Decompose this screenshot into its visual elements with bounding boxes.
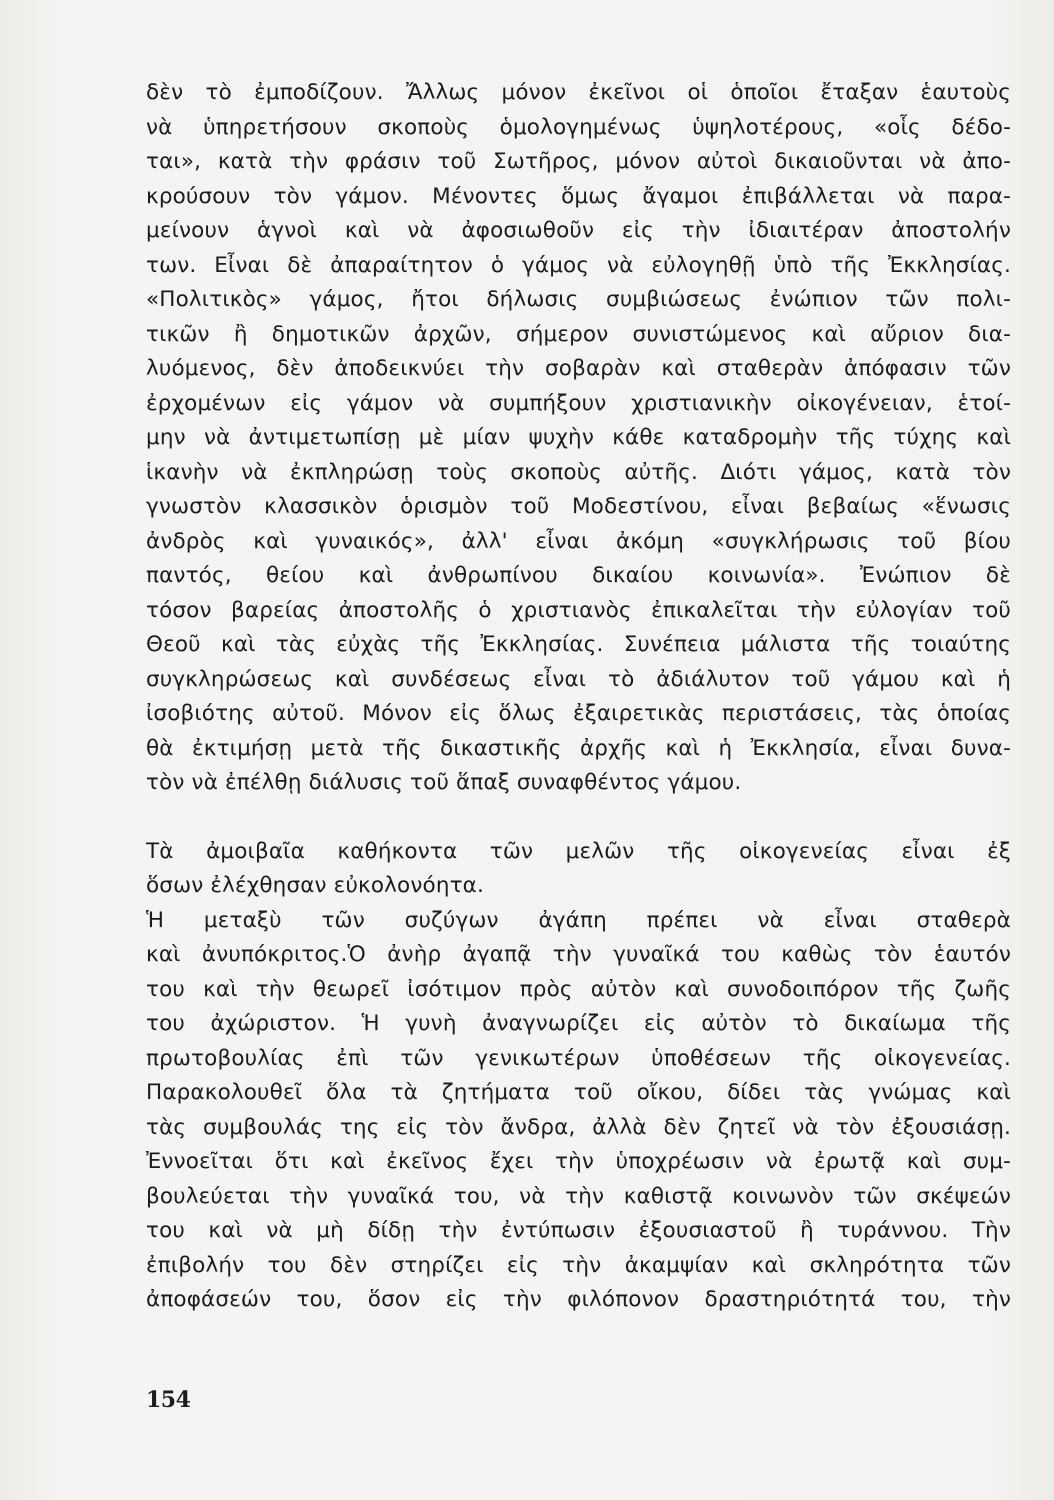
text-line: ἐρχομένων εἰς γάμον νὰ συμπήξουν χριστιανικὴν οἰκογένειαν, ἑτοί- bbox=[146, 390, 1011, 416]
text-line: ὅσων ἐλέχθησαν εὐκολονόητα. bbox=[146, 873, 484, 898]
page-body-text bbox=[146, 76, 1011, 1318]
text-line: ται», κατὰ τὴν φράσιν τοῦ Σωτῆρος, μόνον αὐτοὶ δικαιοῦνται νὰ ἀπο- bbox=[146, 149, 1011, 174]
text-line: Θεοῦ καὶ τὰς εὐχὰς τῆς Ἐκκλησίας. Συνέπεια μάλιστα τῆς τοιαύτης bbox=[146, 632, 1011, 657]
text-line: τικῶν ἢ δημοτικῶν ἀρχῶν, σήμερον συνιστώμενος καὶ αὔριον δια- bbox=[146, 321, 1011, 347]
text-line: παντός, θείου καὶ ἀνθρωπίνου δικαίου κοινωνία». Ἐνώπιον δὲ bbox=[146, 563, 1011, 588]
text-line: ἱκανὴν νὰ ἐκπληρώσῃ τοὺς σκοποὺς αὐτῆς. Διότι γάμος, κατὰ τὸν bbox=[146, 459, 1011, 485]
page-number: 154 bbox=[146, 1387, 191, 1413]
text-line: Τὰ ἀμοιβαῖα καθήκοντα τῶν μελῶν τῆς οἰκογενείας εἶναι ἐξ bbox=[146, 838, 1011, 864]
text-line: ἀνδρὸς καὶ γυναικός», ἀλλ' εἶναι ἀκόμη «συγκλήρωσις τοῦ βίου bbox=[146, 528, 1011, 554]
text-line: κρούσουν τὸν γάμον. Μένοντες ὅμως ἄγαμοι ἐπιβάλλεται νὰ παρα- bbox=[146, 183, 1011, 209]
text-line: των. Εἶναι δὲ ἀπαραίτητον ὁ γάμος νὰ εὐλογηθῇ ὑπὸ τῆς Ἐκκλησίας. bbox=[146, 252, 1011, 278]
text-line: γνωστὸν κλασσικὸν ὁρισμὸν τοῦ Μοδεστίνου, εἶναι βεβαίως «ἕνωσις bbox=[146, 494, 1011, 519]
paragraph-family-duties bbox=[146, 835, 1011, 904]
text-line: τὰς συμβουλάς της εἰς τὸν ἄνδρα, ἀλλὰ δὲν ζητεῖ νὰ τὸν ἐξουσιάσῃ. bbox=[146, 1114, 1011, 1140]
text-line: θὰ ἐκτιμήσῃ μετὰ τῆς δικαστικῆς ἀρχῆς καὶ ἡ Ἐκκλησία, εἶναι δυνα- bbox=[146, 735, 1011, 761]
text-line: Ἡ μεταξὺ τῶν συζύγων ἀγάπη πρέπει νὰ εἶναι σταθερὰ bbox=[146, 907, 1011, 933]
text-line: ἀποφάσεών του, ὅσον εἰς τὴν φιλόπονον δραστηριότητά του, τὴν bbox=[146, 1287, 1011, 1312]
text-line: του καὶ νὰ μὴ δίδῃ τὴν ἐντύπωσιν ἐξουσιαστοῦ ἢ τυράννου. Τὴν bbox=[146, 1218, 1011, 1243]
text-line: συγκληρώσεως καὶ συνδέσεως εἶναι τὸ ἀδιάλυτον τοῦ γάμου καὶ ἡ bbox=[146, 666, 1011, 692]
text-line: τὸν νὰ ἐπέλθῃ διάλυσις τοῦ ἅπαξ συναφθέντος γάμου. bbox=[146, 770, 742, 795]
text-line: του ἀχώριστον. Ἡ γυνὴ ἀναγνωρίζει εἰς αὐτὸν τὸ δικαίωμα τῆς bbox=[146, 1011, 1011, 1036]
text-line: λυόμενος, δὲν ἀποδεικνύει τὴν σοβαρὰν καὶ σταθερὰν ἀπόφασιν τῶν bbox=[146, 356, 1011, 381]
text-line: δὲν τὸ ἐμποδίζουν. Ἄλλως μόνον ἐκεῖνοι οἱ ὁποῖοι ἔταξαν ἑαυτοὺς bbox=[146, 80, 1011, 105]
text-line: ἐπιβολήν του δὲν στηρίζει εἰς τὴν ἀκαμψίαν καὶ σκληρότητα τῶν bbox=[146, 1252, 1011, 1278]
text-line: μην νὰ ἀντιμετωπίσῃ μὲ μίαν ψυχὴν κάθε καταδρομὴν τῆς τύχης καὶ bbox=[146, 425, 1011, 450]
paragraph-spouses-love bbox=[146, 904, 1011, 1318]
paragraph-marriage-blessing bbox=[146, 76, 1011, 801]
text-line: βουλεύεται τὴν γυναῖκά του, νὰ τὴν καθιστᾷ κοινωνὸν τῶν σκέψεών bbox=[146, 1183, 1011, 1209]
text-line: Ἐννοεῖται ὅτι καὶ ἐκεῖνος ἔχει τὴν ὑποχρέωσιν νὰ ἐρωτᾷ καὶ συμ- bbox=[146, 1149, 1011, 1174]
text-line: ἰσοβιότης αὐτοῦ. Μόνον εἰς ὅλως ἐξαιρετικὰς περιστάσεις, τὰς ὁποίας bbox=[146, 701, 1011, 726]
text-line: καὶ ἀνυπόκριτος.Ὁ ἀνὴρ ἀγαπᾷ τὴν γυναῖκά του καθὼς τὸν ἑαυτόν bbox=[146, 942, 1011, 967]
text-line: του καὶ τὴν θεωρεῖ ἰσότιμον πρὸς αὐτὸν καὶ συνοδοιπόρον τῆς ζωῆς bbox=[146, 976, 1011, 1002]
text-line: νὰ ὑπηρετήσουν σκοποὺς ὁμολογημένως ὑψηλοτέρους, «οἷς δέδο- bbox=[146, 114, 1011, 140]
paragraph-gap bbox=[146, 801, 1011, 835]
text-line: πρωτοβουλίας ἐπὶ τῶν γενικωτέρων ὑποθέσεων τῆς οἰκογενείας. bbox=[146, 1045, 1011, 1071]
text-line: τόσον βαρείας ἀποστολῆς ὁ χριστιανὸς ἐπικαλεῖται τὴν εὐλογίαν τοῦ bbox=[146, 597, 1011, 623]
text-line: Παρακολουθεῖ ὅλα τὰ ζητήματα τοῦ οἴκου, δίδει τὰς γνώμας καὶ bbox=[146, 1080, 1011, 1105]
text-line: «Πολιτικὸς» γάμος, ἤτοι δήλωσις συμβιώσεως ἐνώπιον τῶν πολι- bbox=[146, 287, 1011, 312]
text-line: μείνουν ἁγνοὶ καὶ νὰ ἀφοσιωθοῦν εἰς τὴν ἰδιαιτέραν ἀποστολήν bbox=[146, 218, 1011, 243]
